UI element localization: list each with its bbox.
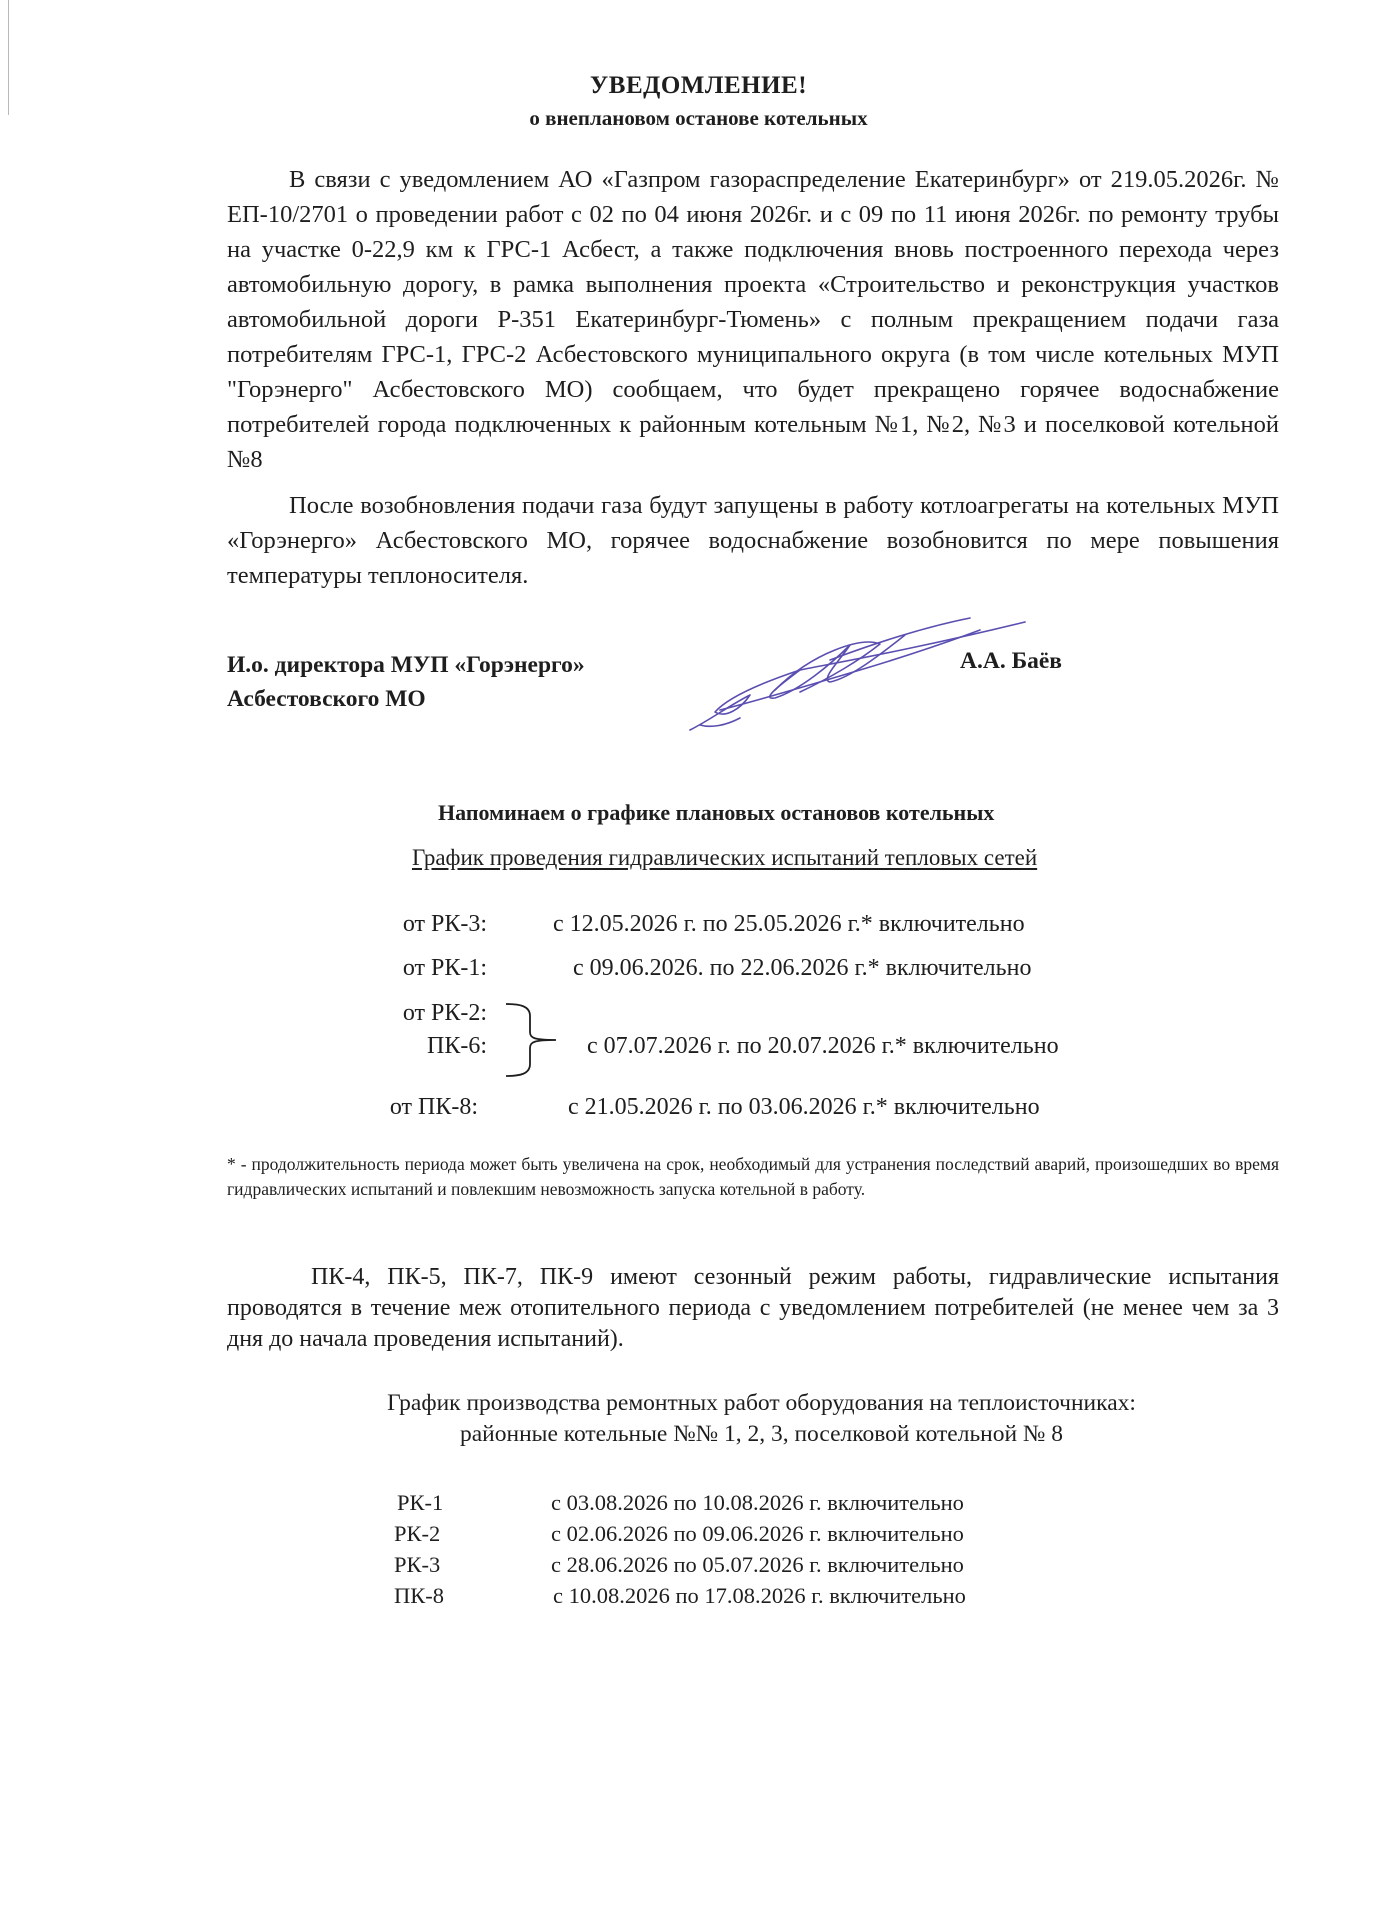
- grouping-brace: [500, 1000, 560, 1080]
- notice-paragraph-1: В связи с уведомлением АО «Газпром газораспределение Екатеринбург» от 219.05.2026г. № ЕП-10/2701 о проведении работ с 02 по 04 июня 2026г. и с 09 по 11 июня 2026г. по ремонту трубы на участке 0-22,9 км к ГРС-1 Асбест, а также подключения вновь построенного перехода через автомобильную дорогу, в рамка выполнения проекта «Строительство и реконструкция участков автомобильной дороги Р-351 Екатеринбург-Тюмень» с полным прекращением подачи газа потребителям ГРС-1, ГРС-2 Асбестовского муниципального округа (в том числе котельных МУП "Горэнерго" Асбестовского МО) сообщаем, что будет прекращено горячее водоснабжение потребителей города подключенных к районным котельным №1, №2, №3 и поселковой котельной №8: [227, 166, 1279, 473]
- signatory-name: А.А. Баёв: [960, 648, 1062, 674]
- schedule-row-dates: с 07.07.2026 г. по 20.07.2026 г.* включительно: [587, 1033, 1059, 1059]
- schedule-row-label: от ПК-8:: [389, 1094, 478, 1120]
- repair-row-dates: с 28.06.2026 по 05.07.2026 г. включительно: [551, 1552, 964, 1577]
- repairs-title-line1: График производства ремонтных работ оборудования на теплоисточниках:: [387, 1390, 1136, 1416]
- repair-row-label: ПК-8: [394, 1583, 444, 1608]
- signatory-title-line2: Асбестовского МО: [227, 686, 426, 712]
- reminder-title: Напоминаем о графике плановых остановов котельных: [438, 800, 995, 825]
- repair-row-dates: с 02.06.2026 по 09.06.2026 г. включительно: [551, 1521, 964, 1546]
- schedule-row-label: от РК-1:: [402, 955, 487, 981]
- seasonal-boilers-note: ПК-4, ПК-5, ПК-7, ПК-9 имеют сезонный режим работы, гидравлические испытания проводятся в течение меж отопительного периода с уведомлением потребителей (не менее чем за 3 дня до начала проведения испытаний).: [227, 1264, 1279, 1352]
- notice-title: УВЕДОМЛЕНИЕ!: [589, 72, 808, 99]
- repair-row-label: РК-3: [394, 1552, 441, 1577]
- repair-row-dates: с 10.08.2026 по 17.08.2026 г. включительно: [553, 1583, 966, 1608]
- schedule-row-label: от РК-2:: [402, 1000, 487, 1026]
- repair-row-label: РК-2: [394, 1521, 441, 1546]
- schedule-row-label: от РК-3:: [402, 911, 487, 937]
- notice-paragraph-2: После возобновления подачи газа будут запущены в работу котлоагрегаты на котельных МУП «Горэнерго» Асбестовского МО, горячее водоснабжение возобновится по мере повышения температуры теплоносителя.: [227, 492, 1279, 589]
- signatory-block: [227, 648, 585, 716]
- repair-row-dates: с 03.08.2026 по 10.08.2026 г. включительно: [551, 1490, 964, 1515]
- repairs-title-line2: районные котельные №№ 1, 2, 3, поселковой котельной № 8: [460, 1421, 1063, 1447]
- signatory-title-line1: И.о. директора МУП «Горэнерго»: [227, 652, 585, 678]
- schedule-row-dates: с 09.06.2026. по 22.06.2026 г.* включительно: [573, 955, 1032, 981]
- repair-row-label: РК-1: [397, 1490, 444, 1515]
- hydraulic-tests-schedule-title: График проведения гидравлических испытаний тепловых сетей: [412, 845, 1038, 870]
- footnote: * - продолжительность периода может быть увеличена на срок, необходимый для устранения последствий аварий, произошедших во время гидравлических испытаний и повлекшим невозможность запуска котельной в работу.: [227, 1154, 1279, 1199]
- notice-subtitle: о внеплановом останове котельных: [529, 106, 868, 130]
- schedule-row-label: ПК-6:: [427, 1033, 487, 1059]
- schedule-row-dates: с 12.05.2026 г. по 25.05.2026 г.* включительно: [553, 911, 1025, 937]
- schedule-row-dates: с 21.05.2026 г. по 03.06.2026 г.* включительно: [568, 1094, 1040, 1120]
